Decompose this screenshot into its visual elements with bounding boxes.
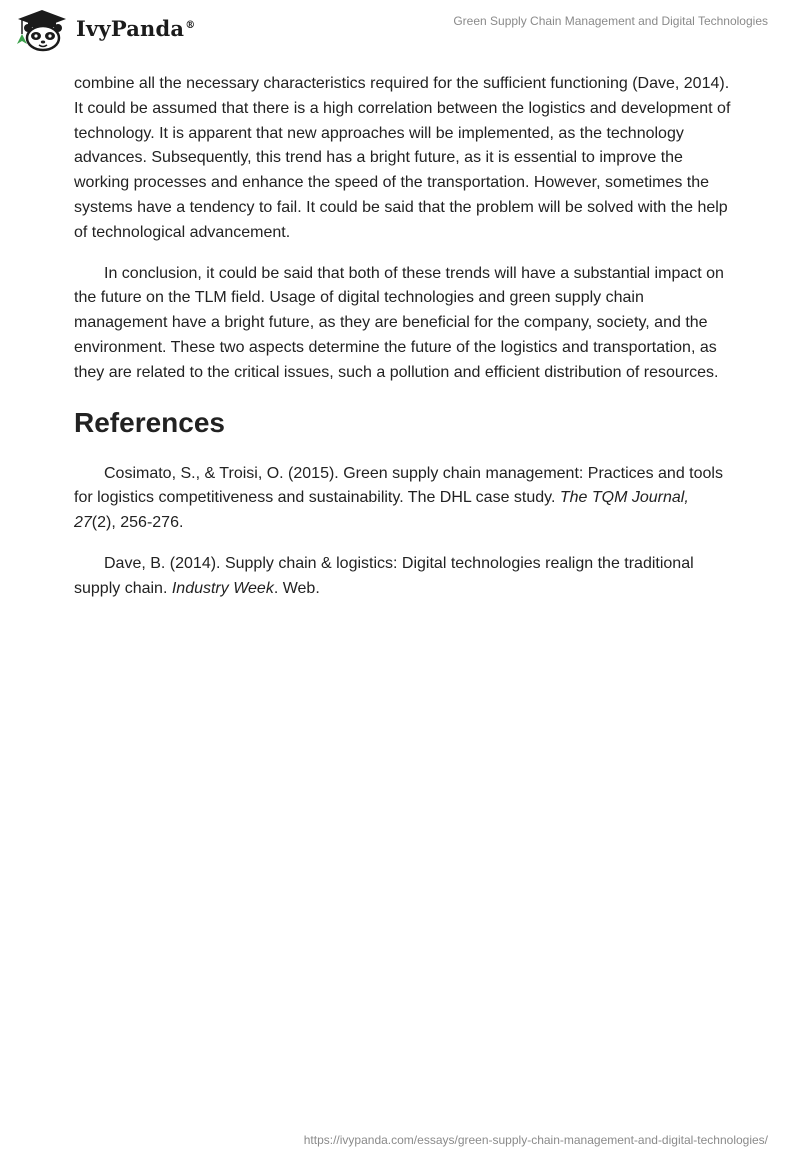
body-paragraph-2: In conclusion, it could be said that both of these trends will have a substantial impact on the future on the TLM field. Usage of digital technologies and green supply chain management have a bright future, as they are beneficial for the company, society, and the environment. These two aspects determine the future of the logistics and transportation, as they are related to the critical issues, such a pollution and efficient distribution of resources.	[74, 264, 724, 381]
reference-2-source: Industry Week	[171, 579, 274, 597]
references-heading: References	[74, 406, 225, 438]
document-title: Green Supply Chain Management and Digital Technologies	[453, 14, 768, 28]
panda-logo-icon	[14, 8, 70, 52]
logo-text: IvyPanda®	[76, 15, 196, 41]
reference-item-2	[74, 552, 734, 602]
reference-item-1	[74, 462, 734, 536]
ivypanda-logo[interactable]	[14, 8, 195, 52]
page-header	[0, 0, 800, 60]
footer-url-link[interactable]: https://ivypanda.com/essays/green-supply-chain-management-and-digital-technologies/	[303, 1133, 768, 1147]
essay-content	[74, 72, 734, 618]
body-paragraph-1: combine all the necessary characteristics required for the sufficient functioning (Dave, 2014). It could be assumed that there is a high correlation between the logistics and development of technology. It is apparent that new approaches will be implemented, as the technology advances. Subsequently, this trend has a bright future, as it is essential to improve the working processes and enhance the speed of the transportation. However, sometimes the systems have a tendency to fail. It could be said that the problem will be solved with the help of technological advancement.	[74, 75, 731, 241]
reference-1-text: Cosimato, S., & Troisi, O. (2015). Green supply chain management: Practices and tools for logistics competitiveness and sustainability. The DHL case study.	[74, 464, 723, 507]
reference-2-tail: . Web.	[273, 579, 320, 597]
reference-2-text: Dave, B. (2014). Supply chain & logistics: Digital technologies realign the traditional supply chain.	[74, 554, 694, 597]
reference-1-source: The TQM Journal, 27	[74, 489, 689, 532]
reference-1-tail: (2), 256-276.	[91, 514, 184, 532]
